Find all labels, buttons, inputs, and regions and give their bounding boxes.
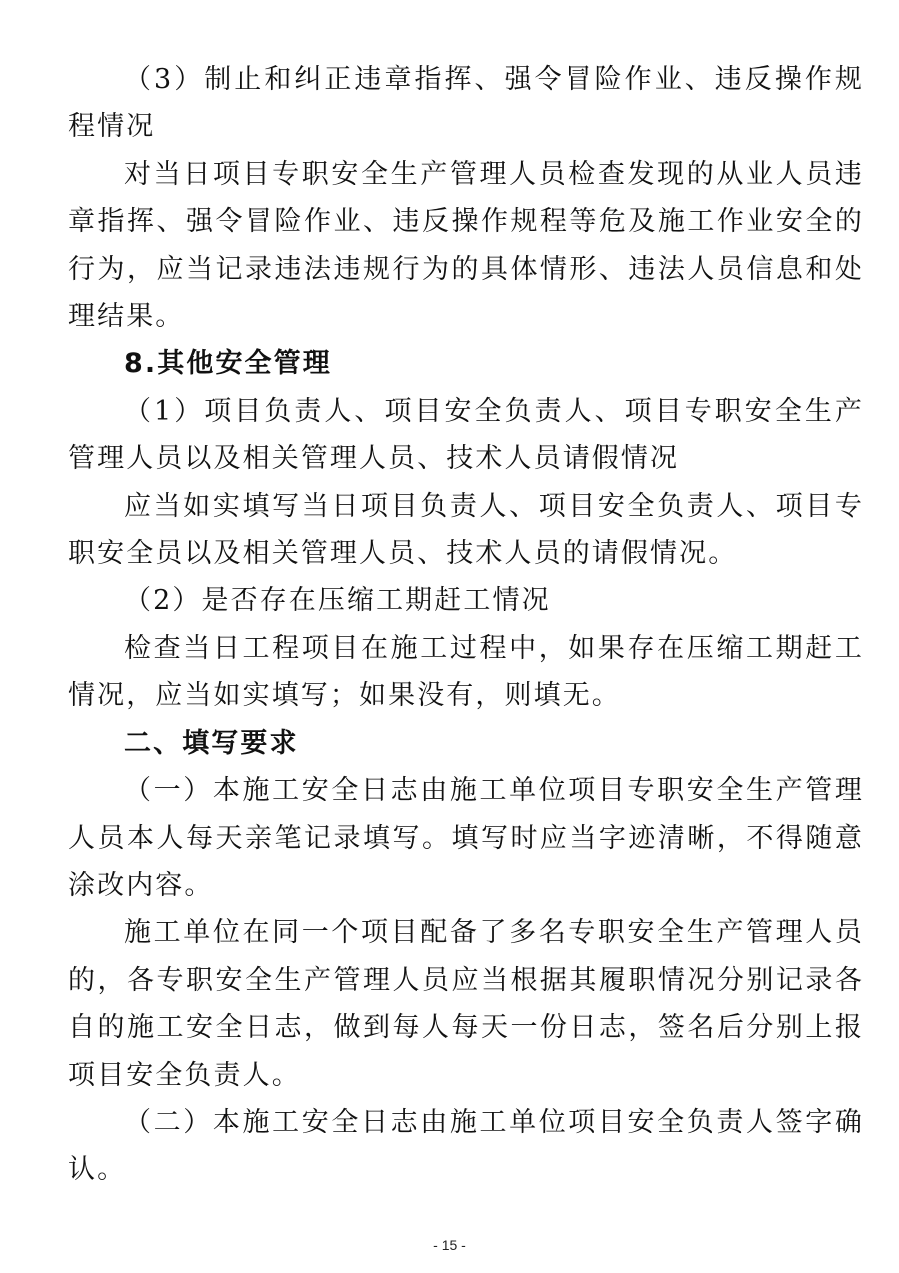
document-body (68, 56, 864, 1194)
section-heading-requirements: 二、填写要求 (124, 727, 299, 759)
paragraph-item-3-heading: （3）制止和纠正违章指挥、强令冒险作业、违反操作规程情况 (68, 64, 864, 143)
paragraph-leave-detail: 应当如实填写当日项目负责人、项目安全负责人、项目专职安全员以及相关管理人员、技术人员的请假情况。 (68, 490, 864, 570)
paragraph-multiple-managers: 施工单位在同一个项目配备了多名专职安全生产管理人员的，各专职安全生产管理人员应当根据其履职情况分别记录各自的施工安全日志，做到每人每天一份日志，签名后分别上报项目安全负责人。 (68, 917, 864, 1091)
paragraph-item-2-schedule: （2）是否存在压缩工期赶工情况 (124, 585, 551, 617)
paragraph-violation-record: 对当日项目专职安全生产管理人员检查发现的从业人员违章指挥、强令冒险作业、违反操作规程等危及施工作业安全的行为，应当记录违法违规行为的具体情形、违法人员信息和处理结果。 (68, 158, 864, 333)
paragraph-requirement-2: （二）本施工安全日志由施工单位项目安全负责人签字确认。 (68, 1106, 864, 1186)
paragraph-schedule-detail: 检查当日工程项目在施工过程中，如果存在压缩工期赶工情况，应当如实填写；如果没有，则填无。 (68, 632, 864, 712)
paragraph-requirement-1: （一）本施工安全日志由施工单位项目专职安全生产管理人员本人每天亲笔记录填写。填写时应当字迹清晰，不得随意涂改内容。 (68, 775, 864, 901)
paragraph-item-1-leave: （1）项目负责人、项目安全负责人、项目专职安全生产管理人员以及相关管理人员、技术人员请假情况 (68, 395, 864, 475)
section-heading-other-safety: 8.其他安全管理 (124, 348, 332, 380)
page-number: - 15 - (433, 1237, 466, 1253)
